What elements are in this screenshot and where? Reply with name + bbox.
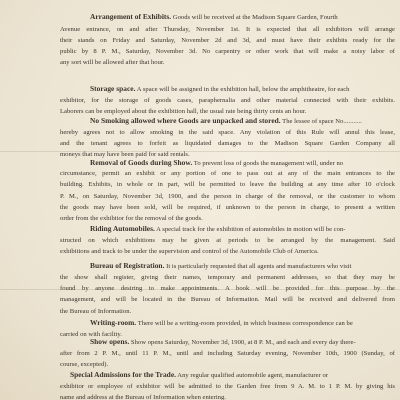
section-heading: Bureau of Registration. [90, 262, 165, 270]
text-line [90, 319, 395, 328]
text-line [90, 159, 395, 168]
text-line [90, 117, 395, 126]
section-heading: Writing-room. [90, 319, 137, 327]
text-line: public by 8 P. M., Saturday, November 3d. No carpentry or other work that will make a noisy labor of [60, 48, 395, 55]
text-line: exhibitor or employee of exhibitor will be admitted to the Garden free from 9 A. M. to 1 P. M. by giving his [60, 383, 395, 390]
text-line [90, 13, 395, 22]
text-line [70, 371, 395, 380]
text-line: the goods may have been sold, will be required, if unknown to the person in charge, to present a written [60, 204, 395, 211]
section-lead-text: Show opens Saturday, November 3d, 1900, at 8 P. M., and each and every day there- [129, 339, 356, 346]
section-lead-text: A special track for the exhibition of automobiles in motion will be con- [154, 226, 346, 233]
section-heading: Show opens. [90, 338, 130, 346]
section-heading: Arrangement of Exhibits. [90, 13, 172, 21]
section-heading: Riding Automobiles. [90, 225, 155, 233]
section-lead-text: The lessee of space No........... [280, 118, 362, 125]
text-line: management, and will be located in the Bureau of Information. Mail will be received and delivered from [60, 296, 395, 303]
text-line: P. M., on Saturday, November 3d, 1900, and the person in charge of the removal, or the customer to whom [60, 193, 395, 200]
text-line: and the tenant agrees to forfeit as liquidated damages to the Madison Square Garden Company all [60, 140, 395, 147]
text-line: building. Exhibits, in whole or in part, will be permitted to leave the building at any time after 10 o'clock [60, 181, 395, 188]
text-line: moneys that may have been paid for said rentals. [60, 151, 190, 158]
section-lead-text: It is particularly requested that all agents and manufacturers who visit [164, 263, 352, 270]
text-line: structed on which exhibitions may be given at periods to be arranged by the management. Said [60, 237, 395, 244]
section-heading: Special Admissions for the Trade. [70, 371, 176, 379]
text-line [90, 225, 395, 234]
section-heading: Storage space. [90, 85, 136, 93]
section-lead-text: There will be a writing-room provided, in which business correspondence can be [136, 320, 353, 327]
text-line: any sort will be allowed after that hour. [60, 59, 165, 66]
text-line: their stands on Friday and Saturday, November 2d and 3d, and must have their exhibits ready for the [60, 37, 395, 44]
text-line: the Bureau of Information. [60, 308, 132, 315]
section-heading: Removal of Goods during Show. [90, 159, 193, 167]
text-line: found by anyone desiring to make appointments. A book will be provided for this purpose by the [60, 285, 395, 292]
section-lead-text: Any regular qualified automobile agent, manufacturer or [176, 372, 328, 379]
text-line: carried on with facility. [60, 331, 122, 338]
text-line: the show shall register, giving their names, temporary and permanent addresses, so that they may be [60, 274, 395, 281]
text-line [90, 262, 395, 271]
text-line: name and address at the Bureau of Information when entering. [60, 394, 226, 400]
text-line [90, 338, 395, 347]
text-line: after from 2 P. M., until 11 P. M., until and including Saturday evening, November 10th, 1900 (Sunday, of [60, 350, 395, 357]
text-line [90, 85, 395, 94]
section-lead-text: Goods will be received at the Madison Square Garden, Fourth [171, 14, 338, 21]
text-line: course, excepted). [60, 361, 109, 368]
text-line: Avenue entrance, on and after Thursday, November 1st. It is expected that all exhibitors will arrange [60, 26, 395, 33]
section-lead-text: To prevent loss of goods the management will, under no [192, 160, 344, 167]
text-line: Laborers can be employed about the exhibition hall, the usual rate being thirty cents an hour. [60, 108, 307, 115]
section-lead-text: A space will be assigned in the exhibition hall, below the amphitheatre, for each [135, 86, 350, 93]
text-line: circumstance, permit an exhibit or any portion of one to pass out at any of the main entrances to the [60, 170, 395, 177]
text-line: exhibitor, for the storage of goods cases, paraphernalia and other material connected with their exhibits. [60, 97, 395, 104]
section-heading: No Smoking allowed where Goods are unpacked and stored. [90, 117, 281, 125]
text-line: order from the exhibitor for the removal of the goods. [60, 215, 203, 222]
text-line: exhibitions and track to be under the supervision and control of the Automobile Club of America. [60, 248, 319, 255]
text-line: hereby agrees not to allow smoking in the said space. Any violation of this Rule will annul this lease, [60, 129, 395, 136]
